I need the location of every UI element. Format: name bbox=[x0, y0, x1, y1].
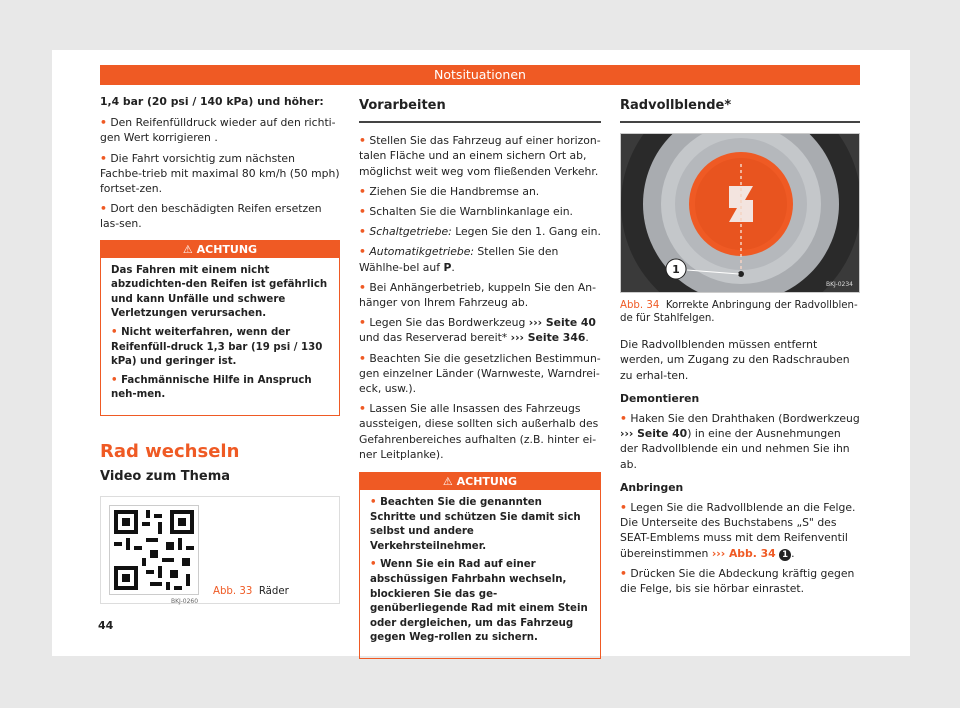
list-item: • Ziehen Sie die Handbremse an. bbox=[359, 184, 540, 198]
subheading: Demontieren bbox=[620, 391, 700, 405]
list-item: • Die Fahrt vorsichtig zum nächsten Fachbe-trieb mit maximal 80 km/h (50 mph) fortset-zen. bbox=[100, 151, 340, 196]
list-item: • Legen Sie die Radvollblende an die Felge. Die Unterseite des Buchstabens „S" des SEAT-Emblems muss mit dem Reifenventil übereinstimmen ››› Abb. 34 1 . bbox=[620, 501, 856, 560]
paragraph: Die Radvollblenden müssen entfernt werden, um Zugang zu den Radschrauben zu erhal-ten. bbox=[620, 338, 850, 382]
page-number: 44 bbox=[98, 619, 114, 632]
list-item: • Automatikgetriebe: Stellen Sie den Wählhe-bel auf P. bbox=[359, 245, 559, 274]
section-title: Rad wechseln bbox=[100, 440, 240, 462]
warning-list-item: • Fachmännische Hilfe in Anspruch neh-men. bbox=[111, 374, 312, 401]
list-item: • Dort den beschädigten Reifen ersetzen las-sen. bbox=[100, 202, 322, 231]
figure-reference-link[interactable]: ››› Abb. 34 bbox=[711, 546, 776, 560]
list-item: • Haken Sie den Drahthaken (Bordwerkzeug ››› Seite 40) in eine der Ausnehmungen der Radvollblende ein und nehmen Sie ihn ab. bbox=[620, 412, 860, 471]
warning-box bbox=[359, 472, 601, 659]
list-item: • Den Reifenfülldruck wieder auf den richti-gen Wert korrigieren . bbox=[100, 116, 336, 145]
column-middle bbox=[359, 94, 601, 659]
warning-box bbox=[100, 240, 340, 416]
list-item: • Stellen Sie das Fahrzeug auf einer horizon-talen Fläche und an einem sichern Ort ab, möglichst weit weg vom fließenden Verkehr. bbox=[359, 134, 601, 178]
callout-number-badge: 1 bbox=[779, 549, 791, 561]
figure-code: BKJ-0234 bbox=[825, 281, 853, 289]
warning-list-item: • Beachten Sie die genannten Schritte und schützen Sie damit sich selbst und andere Verkehrsteilnehmer. bbox=[370, 497, 581, 552]
list-item: • Lassen Sie alle Insassen des Fahrzeugs aussteigen, diese sollten sich außerhalb des Gefahrenbereiches aufhalten (z.B. hinter ei-ner Leitplanke). bbox=[359, 402, 599, 461]
column-right bbox=[620, 94, 860, 601]
figure-caption: Abb. 34 Korrekte Anbringung der Radvollblen-de für Stahlfelgen. bbox=[620, 300, 858, 325]
video-title: Video zum Thema bbox=[100, 469, 231, 485]
page-reference-link[interactable]: ››› Seite 40 bbox=[528, 316, 596, 330]
intro-line: 1,4 bar (20 psi / 140 kPa) und höher: bbox=[100, 95, 324, 108]
video-box bbox=[100, 496, 340, 604]
section-heading: Vorarbeiten bbox=[359, 94, 601, 123]
chapter-header: Notsituationen bbox=[100, 65, 860, 85]
list-item: • Legen Sie das Bordwerkzeug ››› Seite 40 und das Reserverad bereit* ››› Seite 346. bbox=[359, 316, 596, 345]
warning-list-item: • Wenn Sie ein Rad auf einer abschüssigen Fahrbahn wechseln, blockieren Sie das ge-genüberliegende Rad mit einem Stein oder dergleichen, um das Fahrzeug gegen Weg-rollen zu sichern. bbox=[370, 559, 588, 644]
qr-code[interactable] bbox=[109, 505, 199, 595]
list-item: • Drücken Sie die Abdeckung kräftig gegen die Felge, bis sie hörbar einrastet. bbox=[620, 566, 855, 596]
warning-header: ⚠ ACHTUNG bbox=[101, 241, 339, 258]
figure-caption: Abb. 33 Räder bbox=[213, 586, 289, 598]
figure-callout-number: 1 bbox=[672, 263, 680, 277]
list-item: • Schaltgetriebe: Legen Sie den 1. Gang ein. bbox=[359, 225, 601, 239]
list-item: • Schalten Sie die Warnblinkanlage ein. bbox=[359, 205, 573, 219]
subheading: Anbringen bbox=[620, 480, 684, 494]
list-item: • Beachten Sie die gesetzlichen Bestimmun-gen einzelner Länder (Warnweste, Warndrei-eck, usw.). bbox=[359, 351, 601, 396]
warning-text: Das Fahren mit einem nicht abzudichten-den Reifen ist gefährlich und kann Unfälle und schwere Verletzungen verursachen. bbox=[111, 264, 328, 320]
column-left bbox=[100, 94, 340, 604]
video-code: BKJ-0260 bbox=[171, 598, 199, 606]
warning-list-item: • Nicht weiterfahren, wenn der Reifenfüll-druck 1,3 bar (19 psi / 130 kPa) und geringer ist. bbox=[111, 327, 323, 368]
wheel-cover-figure bbox=[620, 133, 860, 293]
page-reference-link[interactable]: ››› Seite 346 bbox=[510, 331, 586, 345]
warning-header: ⚠ ACHTUNG bbox=[360, 473, 600, 490]
warning-triangle-icon: ⚠ bbox=[442, 475, 453, 489]
warning-triangle-icon: ⚠ bbox=[182, 242, 193, 256]
page-reference-link[interactable]: ››› Seite 40 bbox=[620, 427, 688, 441]
section-heading: Radvollblende* bbox=[620, 94, 860, 123]
list-item: • Bei Anhängerbetrieb, kuppeln Sie den An-hänger von Ihrem Fahrzeug ab. bbox=[359, 280, 597, 310]
